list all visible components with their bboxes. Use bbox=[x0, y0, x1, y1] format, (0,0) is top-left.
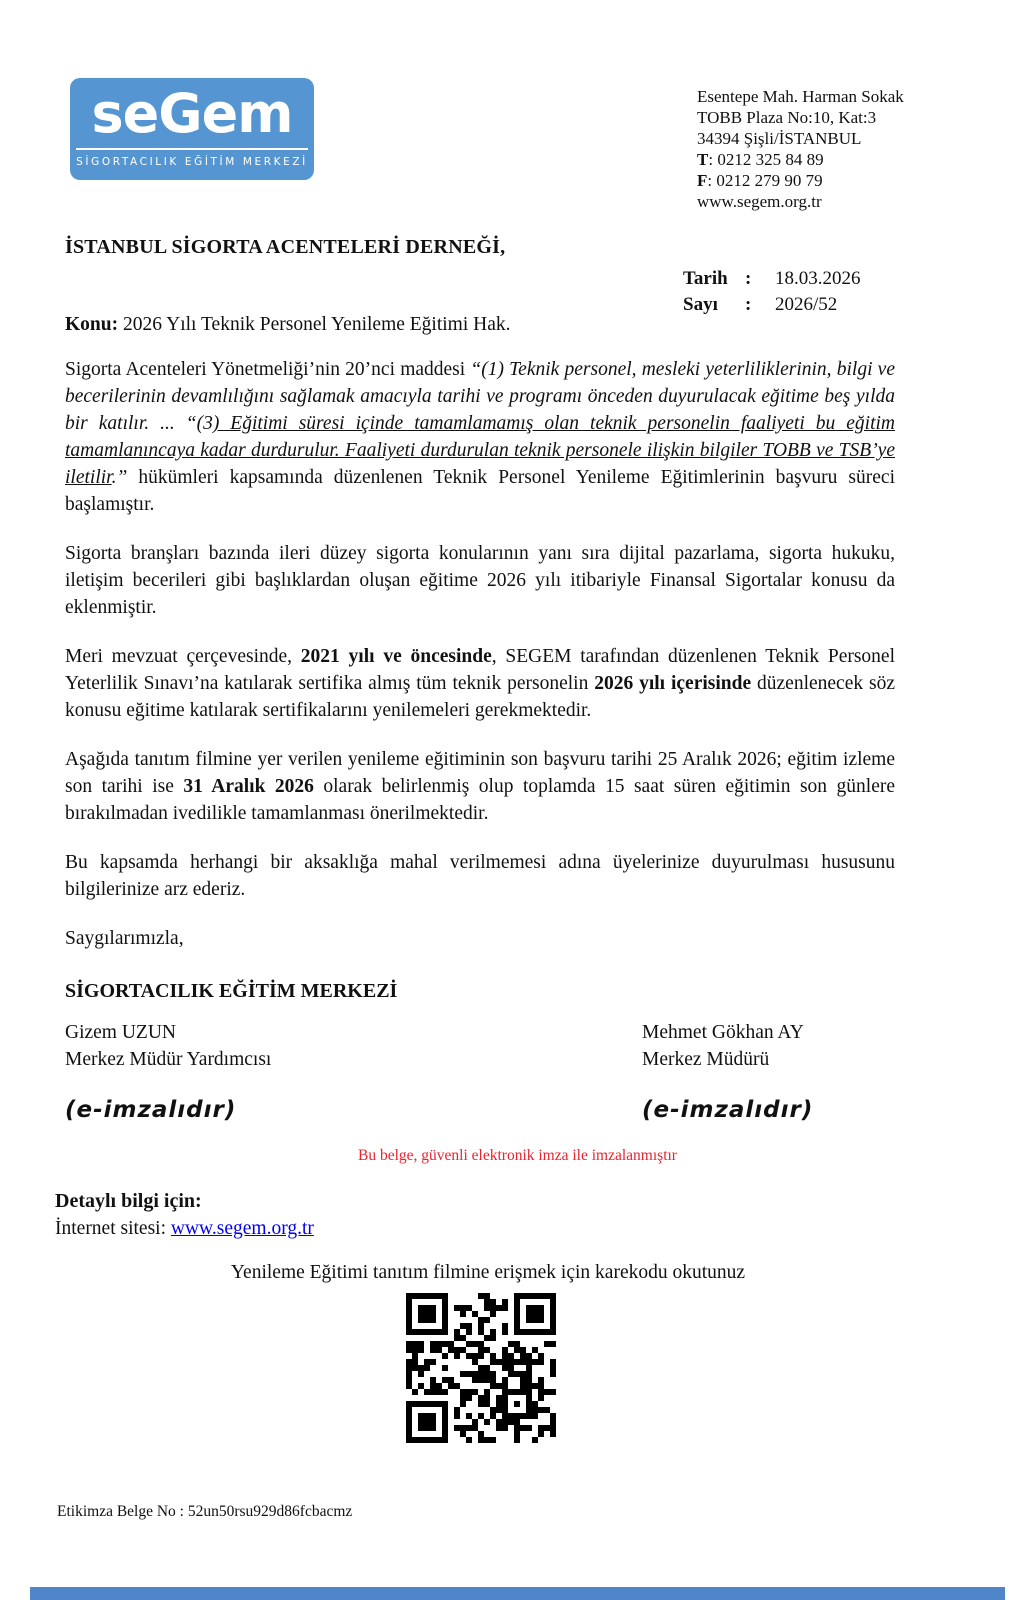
letter-body bbox=[65, 356, 895, 1124]
signatory-right-name: Mehmet Gökhan AY bbox=[642, 1022, 804, 1043]
date-label: Tarih bbox=[683, 268, 728, 289]
logo-brand-text: seGem bbox=[91, 81, 293, 145]
address-line: 34394 Şişli/İSTANBUL bbox=[697, 129, 862, 148]
subject-label: Konu: bbox=[65, 314, 119, 335]
signatory-left-name: Gizem UZUN bbox=[65, 1022, 177, 1043]
address-fax: F: 0212 279 90 79 bbox=[697, 171, 823, 190]
meta-date-row bbox=[683, 266, 861, 292]
paragraph-deadline: Aşağıda tanıtım filmine yer verilen yenileme eğitiminin son başvuru tarihi 25 Aralık 2026; eğitim izleme son tarihi ise 31 Aralık 2026 olarak belirlenmiş olup toplamda 15 saat süren eğitimin son günlere bırakılmadan ivedilikle tamamlanması önerilmektedir. bbox=[65, 749, 895, 824]
signatory-right-title: Merkez Müdürü bbox=[642, 1049, 770, 1070]
address-website: www.segem.org.tr bbox=[697, 192, 822, 211]
qr-caption: Yenileme Eğitimi tanıtım filmine erişmek için karekodu okutunuz bbox=[230, 1262, 746, 1283]
header-address bbox=[697, 86, 904, 212]
number-value: 2026/52 bbox=[775, 294, 838, 315]
esign-notice: Bu belge, güvenli elektronik imza ile imzalanmıştır bbox=[358, 1147, 677, 1164]
salutation: Saygılarımızla, bbox=[65, 928, 184, 949]
e-signature-left: (e-imzalıdır) bbox=[65, 1097, 237, 1123]
paragraph-requirement: Meri mevzuat çerçevesinde, 2021 yılı ve öncesinde, SEGEM tarafından düzenlenen Teknik Personel Yeterlilik Sınavı’na katılarak sertifika almış tüm teknik personelin 2026 yılı içerisinde düzenlenecek söz konusu eğitime katılarak sertifikalarını yenilemeleri gerekmektedir. bbox=[65, 646, 896, 721]
paragraph-announcement: Bu kapsamda herhangi bir aksaklığa mahal verilmemesi adına üyelerinize duyurulması hususunu bilgilerinize arz ederiz. bbox=[65, 852, 895, 900]
date-colon: : bbox=[745, 268, 752, 289]
details-section bbox=[55, 1188, 314, 1242]
details-heading: Detaylı bilgi için: bbox=[55, 1190, 202, 1212]
footer-doc-number: Etikimza Belge No : 52un50rsu929d86fcbacmz bbox=[57, 1503, 353, 1520]
meta-number-row bbox=[683, 292, 861, 318]
recipient-name: İSTANBUL SİGORTA ACENTELERİ DERNEĞİ, bbox=[65, 236, 506, 258]
paragraph-topics: Sigorta branşları bazında ileri düzey sigorta konularının yanı sıra dijital pazarlama, sigorta hukuku, iletişim becerileri gibi başlıklardan oluşan eğitime 2026 yılı itibariyle Finansal Sigortalar konusu da eklenmiştir. bbox=[65, 543, 895, 618]
letter-meta bbox=[683, 266, 861, 318]
bottom-blue-bar bbox=[30, 1587, 1005, 1600]
address-phone: T: 0212 325 84 89 bbox=[697, 150, 824, 169]
signatory-right bbox=[642, 1019, 895, 1124]
signature-row bbox=[65, 1019, 895, 1124]
website-link[interactable]: www.segem.org.tr bbox=[170, 1218, 314, 1239]
number-colon: : bbox=[745, 294, 752, 315]
address-line: TOBB Plaza No:10, Kat:3 bbox=[697, 108, 877, 127]
signatory-left bbox=[65, 1019, 642, 1124]
number-label: Sayı bbox=[683, 294, 718, 315]
e-signature-right: (e-imzalıdır) bbox=[642, 1097, 814, 1123]
logo-tagline-text: SİGORTACILIK EĞİTİM MERKEZİ bbox=[76, 148, 308, 168]
signatory-left-title: Merkez Müdür Yardımcısı bbox=[65, 1049, 272, 1070]
segem-logo bbox=[70, 78, 314, 180]
date-value: 18.03.2026 bbox=[775, 268, 861, 289]
website-label: İnternet sitesi: bbox=[55, 1218, 171, 1239]
details-website-line bbox=[55, 1215, 314, 1242]
address-line: Esentepe Mah. Harman Sokak bbox=[697, 87, 904, 106]
subject-line bbox=[65, 314, 511, 336]
organization-name: SİGORTACILIK EĞİTİM MERKEZİ bbox=[65, 980, 398, 1002]
qr-code bbox=[406, 1293, 556, 1443]
paragraph-regulation: Sigorta Acenteleri Yönetmeliği’nin 20’nci maddesi “(1) Teknik personel, mesleki yeterliliklerinin, bilgi ve becerilerinin devamlılığını sağlamak amacıyla tarihi ve programı önceden duyurulacak eğitime beş yılda bir katılır. ... “(3) Eğitimi süresi içinde tamamlamamış olan teknik personelin faaliyeti bu eğitim tamamlanıncaya kadar durdurulur. Faaliyeti durdurulan teknik personele ilişkin bilgiler TOBB ve TSB’ye iletilir.” hükümleri kapsamında düzenlenen Teknik Personel Yenileme Eğitimlerinin başvuru süreci başlamıştır. bbox=[65, 359, 895, 515]
subject-text: 2026 Yılı Teknik Personel Yenileme Eğitimi Hak. bbox=[118, 314, 511, 335]
